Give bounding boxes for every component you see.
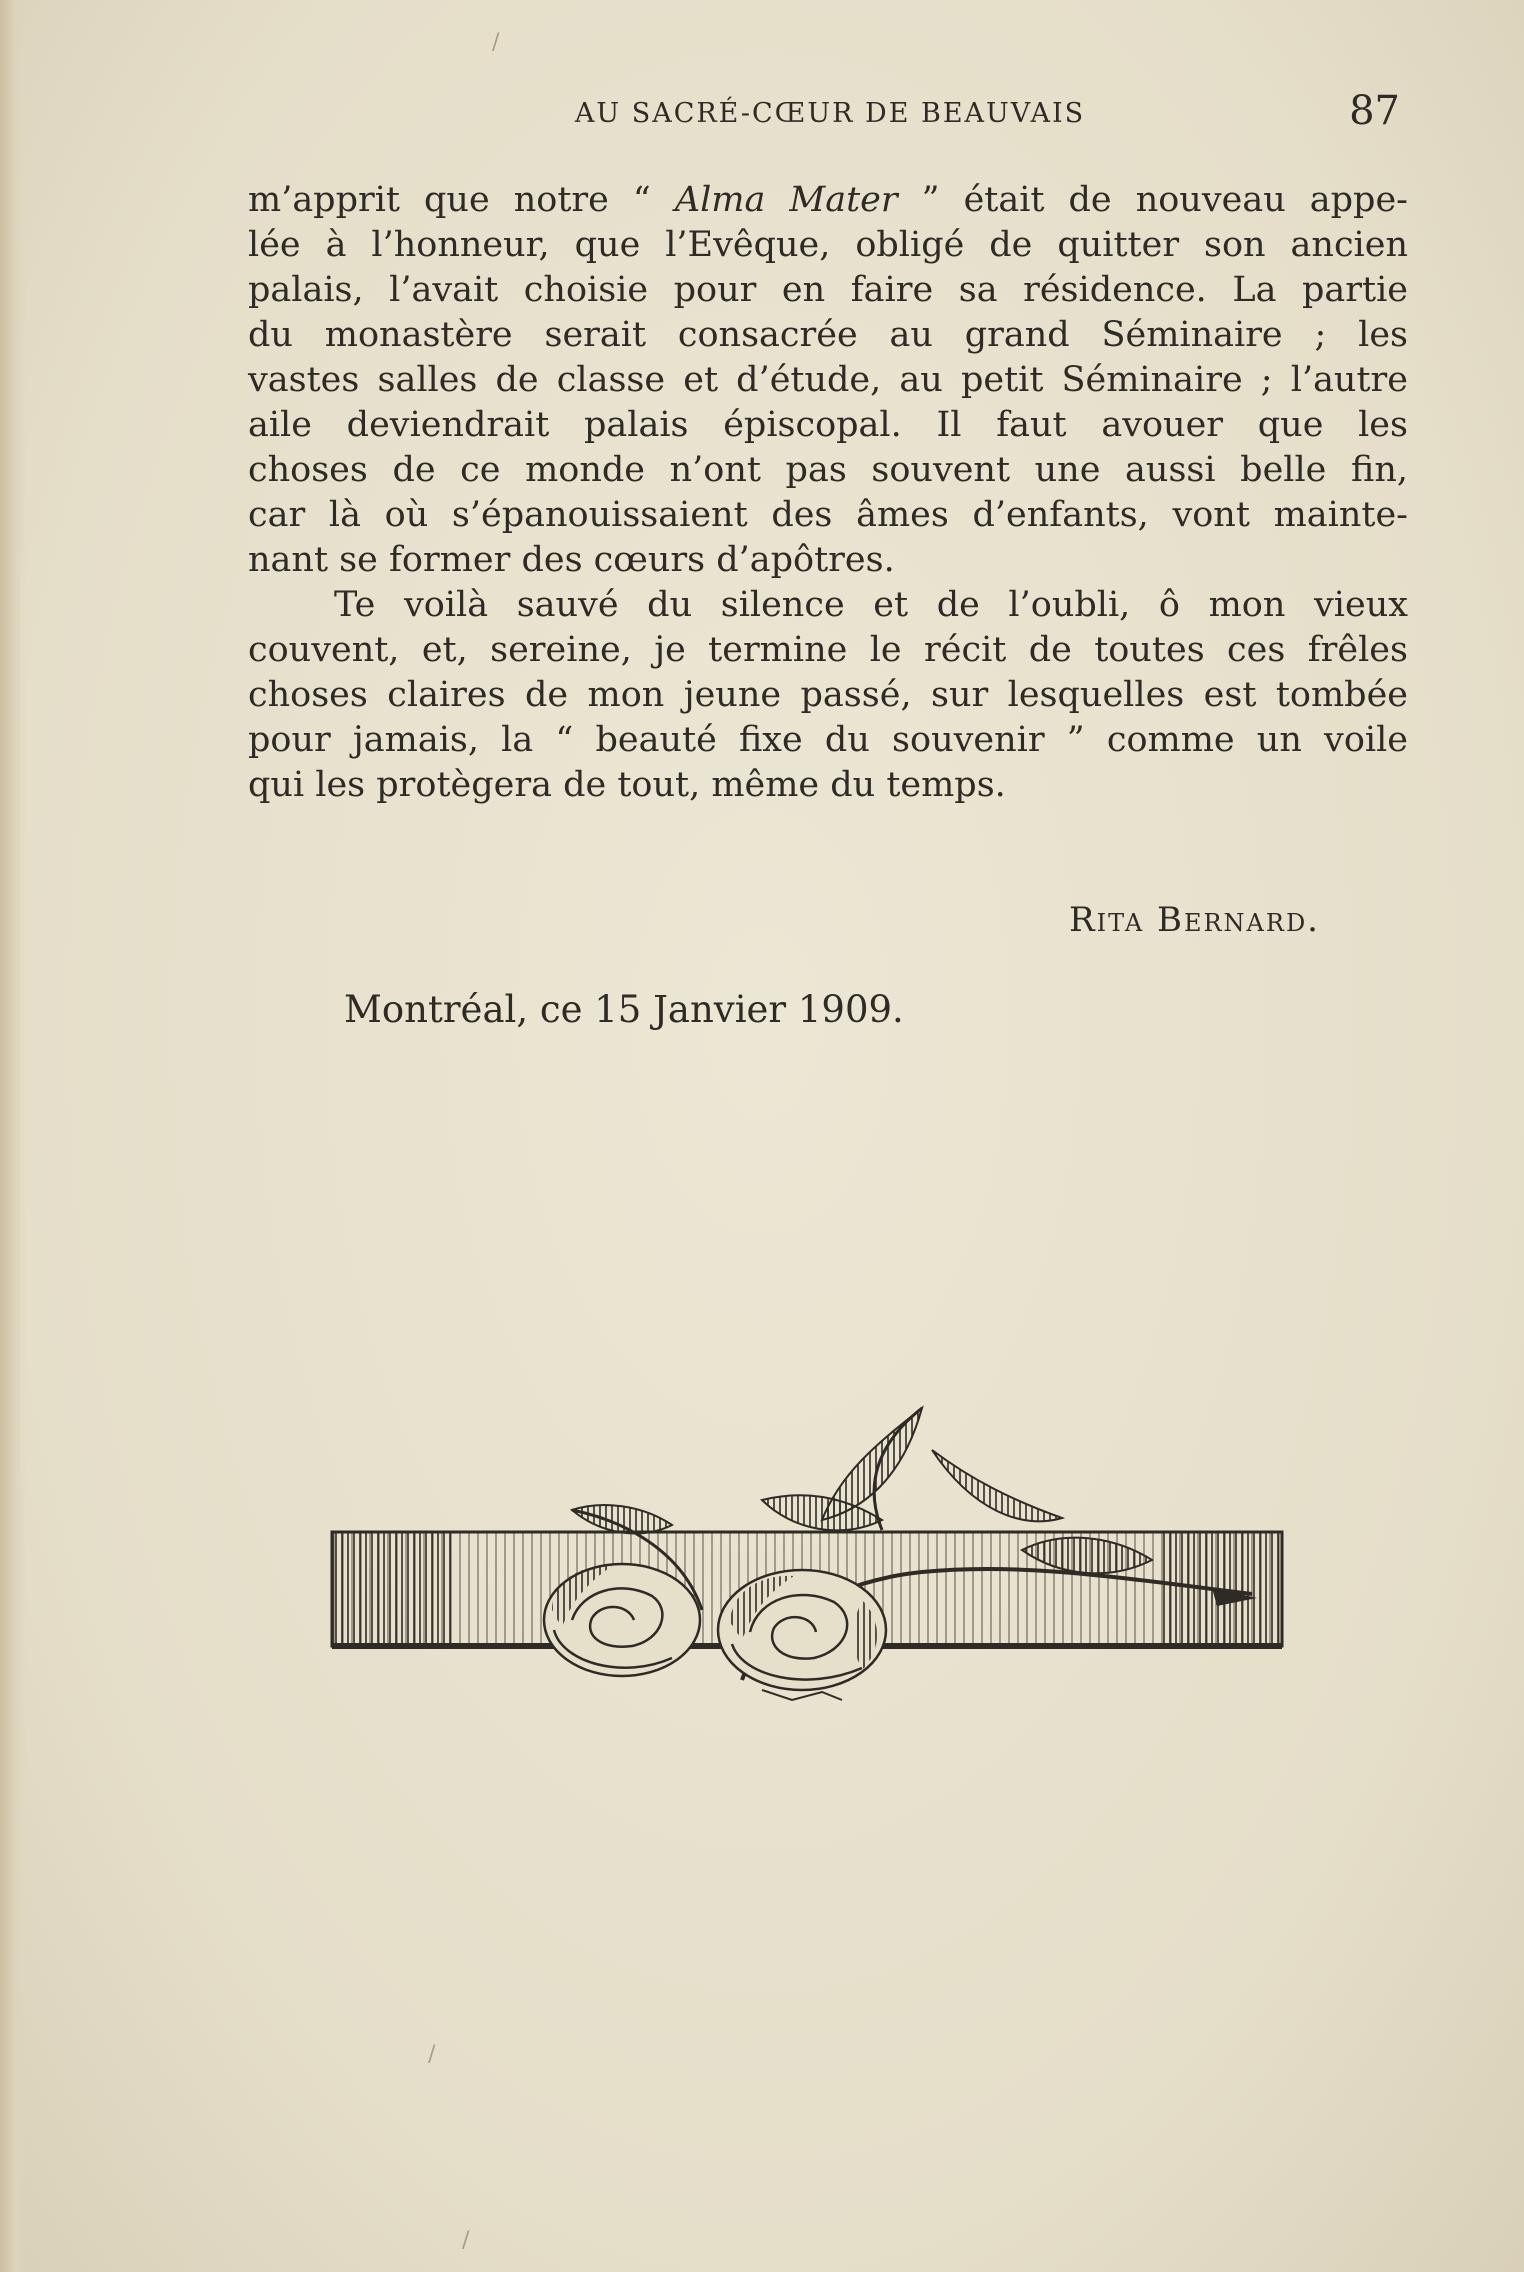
text-line: qui les protègera de tout, même du temps.	[248, 765, 1006, 805]
text-line: pour jamais, la “ beauté fixe du souvenir ” comme un voile	[248, 720, 1408, 760]
page-edge-shadow	[0, 0, 26, 2272]
body-text	[248, 178, 1408, 808]
text-line: vastes salles de classe et d’étude, au petit Séminaire ; l’autre	[248, 360, 1408, 400]
dateline: Montréal, ce 15 Janvier 1909.	[344, 988, 904, 1031]
text-line: m’apprit que notre “ Alma Mater ” était de nouveau appe-	[248, 180, 1408, 220]
text-line: Te voilà sauvé du silence et de l’oubli, ô mon vieux	[334, 585, 1408, 625]
paper-speck: /	[428, 2042, 436, 2067]
page-number: 87	[1349, 88, 1400, 134]
italic-phrase: Alma Mater	[674, 180, 898, 220]
text-line: choses claires de mon jeune passé, sur lesquelles est tombée	[248, 675, 1408, 715]
paper-speck: /	[492, 30, 500, 55]
running-head: AU SACRÉ-CŒUR DE BEAUVAIS	[574, 98, 1086, 129]
text-line: couvent, et, sereine, je termine le récit de toutes ces frêles	[248, 630, 1408, 670]
text-line: car là où s’épanouissaient des âmes d’enfants, vont mainte-	[248, 495, 1408, 535]
text-line: lée à l’honneur, que l’Evêque, obligé de quitter son ancien	[248, 225, 1408, 265]
text-line: choses de ce monde n’ont pas souvent une aussi belle fin,	[248, 450, 1408, 490]
floral-tailpiece-ornament	[322, 1400, 1348, 1740]
text-line: nant se former des cœurs d’apôtres.	[248, 540, 895, 580]
paper-speck: /	[462, 2228, 470, 2253]
text-line: palais, l’avait choisie pour en faire sa résidence. La partie	[248, 270, 1408, 310]
text-line: aile deviendrait palais épiscopal. Il faut avouer que les	[248, 405, 1408, 445]
text-line: du monastère serait consacrée au grand Séminaire ; les	[248, 315, 1408, 355]
author-signature: Rita Bernard.	[1069, 900, 1320, 940]
